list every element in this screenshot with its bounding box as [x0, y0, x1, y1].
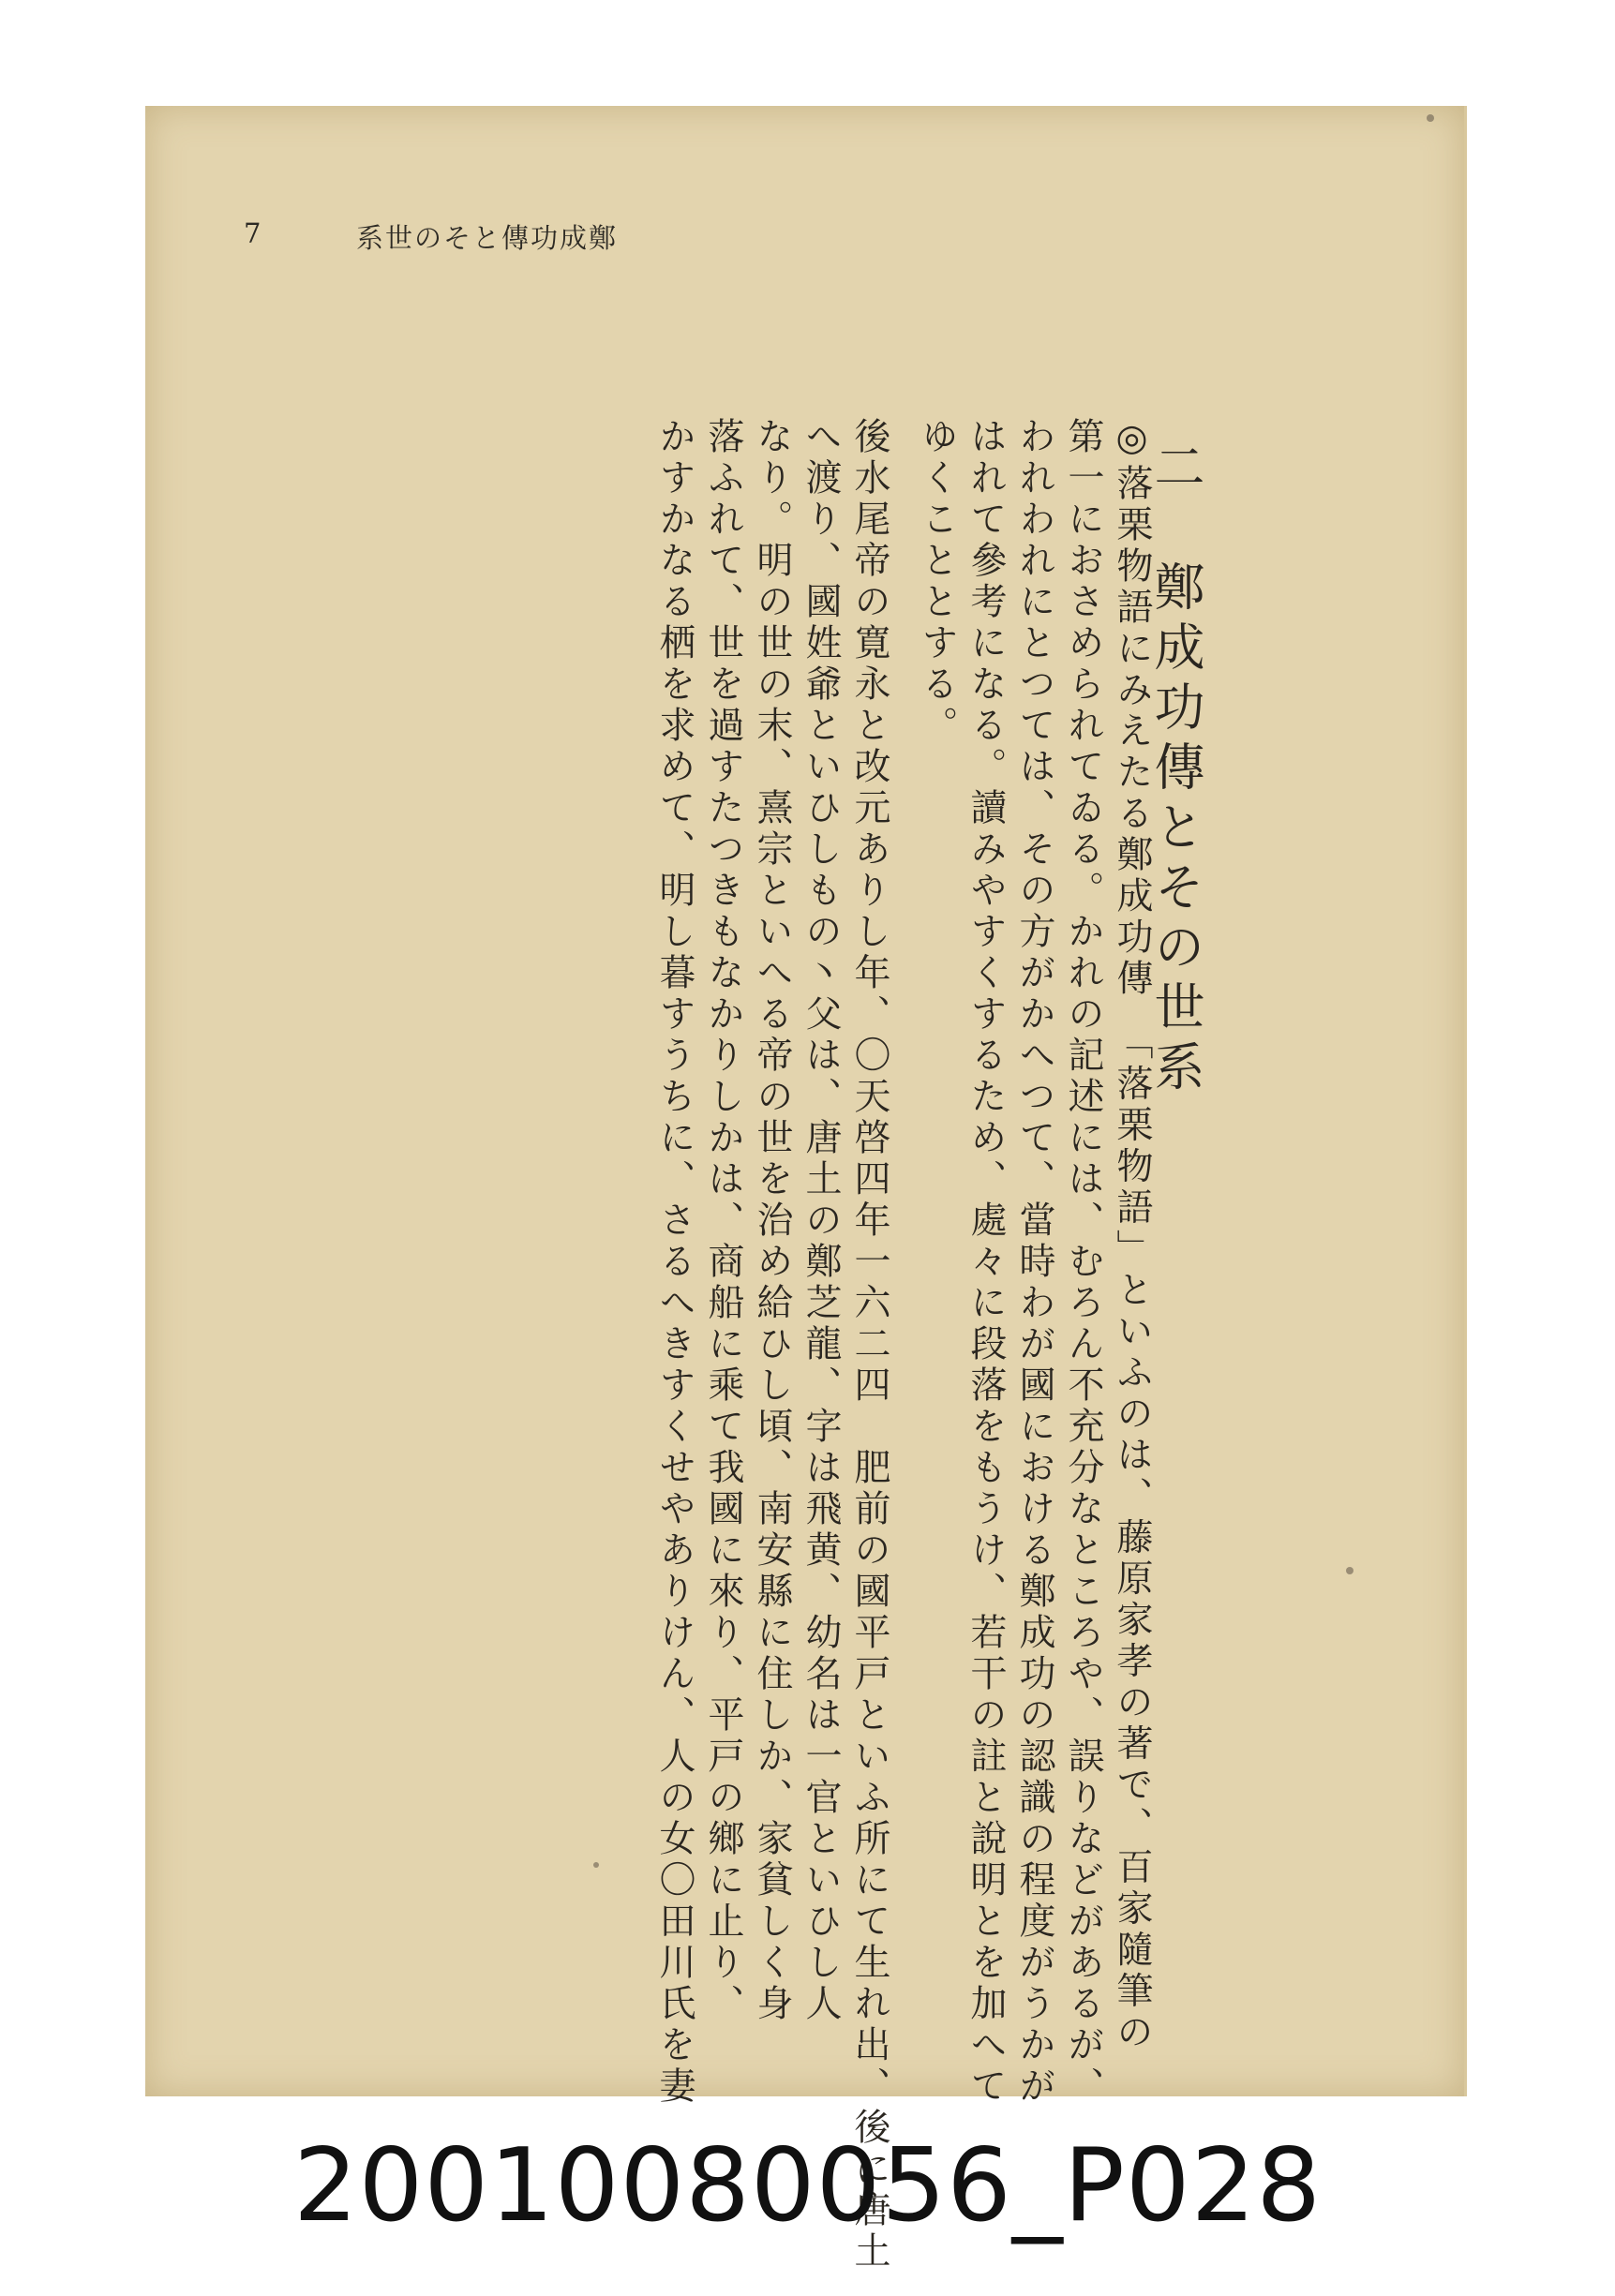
page-speck	[1427, 114, 1434, 122]
text-column: かすかなる栖を求めて、明し暮すうちに、さるへきすくせやありけん、人の女〇田川氏を妻	[653, 417, 695, 2108]
running-title: 鄭成功傳とその世系	[356, 222, 619, 254]
page-number: 7	[244, 217, 263, 249]
page-speck	[1346, 1567, 1353, 1574]
text-column: ◎落栗物語にみえたる鄭成功傳 「落栗物語」といふのは、藤原家孝の著で、百家隨筆の	[1111, 417, 1153, 2054]
body-text	[650, 417, 1156, 2273]
section-heading: 二 鄭成功傳とその世系	[1146, 440, 1205, 1100]
text-column: はれて參考になる。讀みやすくするため、處々に段落をもうけ、若干の註と說明とを加へて	[965, 417, 1007, 2108]
page-speck	[593, 1862, 599, 1868]
text-column: われわれにとつては、その方がかへつて、當時わが國における鄭成功の認識の程度がうかが	[1013, 417, 1055, 2108]
text-column: 第一におさめられてゐる。かれの記述には、むろん不充分なところや、誤りなどがあるが、	[1062, 417, 1104, 2108]
text-column: 後水尾帝の寛永と改元ありし年、〇天啓四年一六二四 肥前の國平戸といふ所にて生れ出、後に唐土	[848, 417, 890, 2273]
text-column: なり。明の世の末、熹宗といへる帝の世を治め給ひし頃、南安縣に住しか、家貧しく身	[751, 417, 793, 2025]
text-column: へ渡り、國姓爺といひしもの丶父は、唐土の鄭芝龍、字は飛黄、幼名は一官といひし人	[800, 417, 842, 2025]
text-column: 落ふれて、世を過すたつきもなかりしかは、商船に乘て我國に來り、平戸の鄉に止り、	[702, 417, 744, 2025]
text-column: ゆくこととする。	[916, 417, 958, 747]
archive-id-label: 20010080056_P028	[292, 2127, 1323, 2244]
